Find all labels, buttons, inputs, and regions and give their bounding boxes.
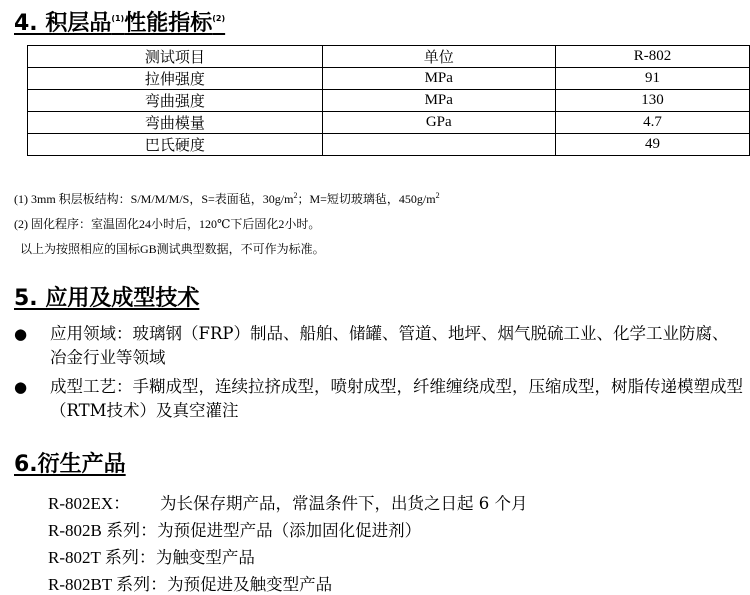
footnote-1-text-cont: ；M=短切玻璃毡，450g/m: [297, 192, 436, 206]
bullet-text: 应用领域：玻璃钢（FRP）制品、船舶、储罐、管道、地坪、烟气脱硫工业、化学工业防腐、冶金行业等领域: [50, 324, 729, 367]
footnote-1: [14, 190, 440, 207]
table-row: [28, 112, 750, 134]
table-cell: 49: [555, 134, 749, 156]
product-code: R-802EX：: [48, 494, 131, 513]
footnote-ref-2: (2): [212, 14, 226, 23]
product-line: [48, 570, 332, 595]
footnote-ref-1: (1): [111, 14, 125, 23]
table-cell: 弯曲强度: [28, 90, 323, 112]
section6-heading: 6.衍生产品: [14, 452, 126, 477]
product-line: [48, 516, 421, 541]
bullet-item: [14, 322, 744, 370]
product-line: [48, 489, 528, 514]
table-cell: 130: [555, 90, 749, 112]
header-cell: R-802: [555, 46, 749, 68]
product-desc: 为预促进及触变型产品: [167, 575, 333, 594]
section4-heading: [14, 6, 225, 37]
product-desc: 为触变型产品: [155, 548, 255, 567]
superscript: 2: [435, 191, 440, 200]
table-cell: GPa: [322, 112, 555, 134]
bullet-icon: ●: [14, 378, 28, 396]
table-cell: MPa: [322, 90, 555, 112]
header-cell: 测试项目: [28, 46, 323, 68]
disclaimer-note: 以上为按照相应的国标GB测试典型数据，不可作为标准。: [20, 242, 325, 256]
bullet-item: [14, 375, 744, 423]
section5-heading: 5. 应用及成型技术: [14, 286, 200, 311]
table-cell: [322, 134, 555, 156]
superscript: 2: [293, 191, 298, 200]
table-cell: 拉伸强度: [28, 68, 323, 90]
bullet-icon: ●: [14, 325, 28, 343]
product-code: R-802BT 系列：: [48, 575, 168, 594]
table-cell: 巴氏硬度: [28, 134, 323, 156]
table-row: [28, 90, 750, 112]
bullet-text: 成型工艺：手糊成型，连续拉挤成型，喷射成型，纤维缠绕成型，压缩成型，树脂传递模塑成型（RTM技术）及真空灌注: [50, 377, 743, 420]
product-desc: 为长保存期产品，常温条件下，出货之日起 6 个月: [160, 494, 528, 513]
footnote-1-text: (1) 3mm 积层板结构：S/M/M/M/S，S=表面毡，30g/m: [14, 192, 294, 206]
section4-title: 4. 积层品: [14, 11, 112, 36]
properties-table: [27, 45, 750, 156]
table-row: [28, 134, 750, 156]
table-cell: 4.7: [555, 112, 749, 134]
footnote-2: (2) 固化程序：室温固化24小时后，120℃下后固化2小时。: [14, 217, 321, 231]
table-cell: 91: [555, 68, 749, 90]
header-cell: 单位: [322, 46, 555, 68]
product-desc: 为预促进型产品（添加固化促进剂）: [157, 521, 422, 540]
product-code: R-802T 系列：: [48, 548, 156, 567]
table-header-row: [28, 46, 750, 68]
product-line: [48, 543, 255, 568]
table-cell: MPa: [322, 68, 555, 90]
table-row: [28, 68, 750, 90]
product-code: R-802B 系列：: [48, 521, 158, 540]
table-cell: 弯曲模量: [28, 112, 323, 134]
section4-title-rest: 性能指标: [124, 11, 213, 36]
